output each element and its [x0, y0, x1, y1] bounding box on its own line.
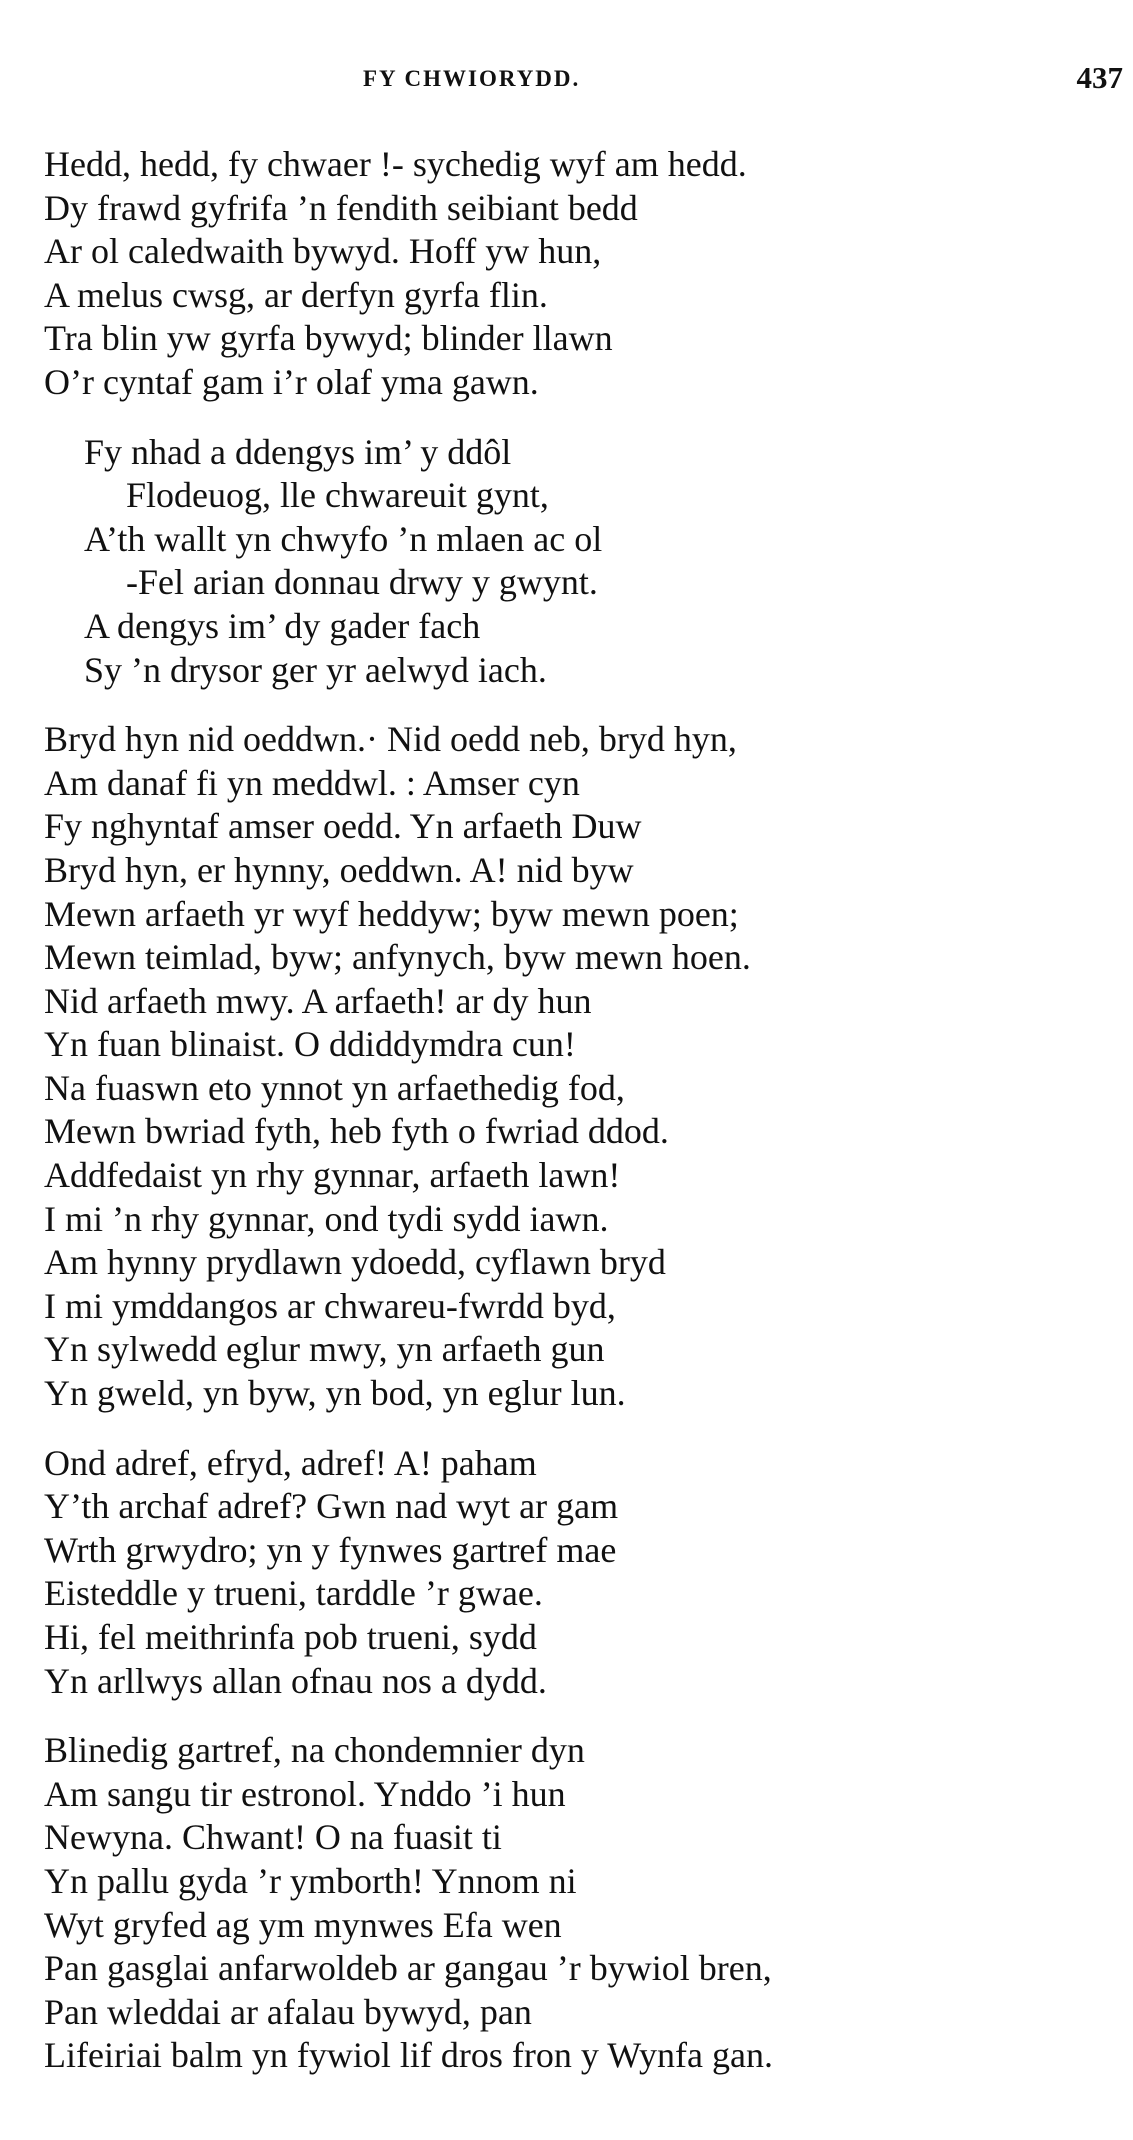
- poem-line: Hi, fel meithrinfa pob trueni, sydd: [44, 1617, 537, 1657]
- poem-line: A melus cwsg, ar derfyn gyrfa flin.: [44, 274, 548, 315]
- poem-line: Am sangu tir estronol. Ynddo ’i hun: [44, 1773, 566, 1814]
- poem-line: Flodeuog, lle chwareuit gynt,: [126, 475, 549, 516]
- poem-line: -Fel arian donnau drwy y gwynt.: [126, 562, 598, 603]
- poem-line: Fy nghyntaf amser oedd. Yn arfaeth Duw: [44, 806, 642, 847]
- poem-body: [44, 143, 1114, 2104]
- poem-line: Bryd hyn, er hynny, oeddwn. A! nid byw: [44, 849, 634, 890]
- poem-line: Pan gasglai anfarwoldeb ar gangau ’r bywiol bren,: [44, 1948, 772, 1989]
- running-head: [0, 60, 1133, 106]
- poem-line: Tra blin yw gyrfa bywyd; blinder llawn: [44, 318, 613, 359]
- poem-line: Yn arllwys allan ofnau nos a dydd.: [44, 1660, 547, 1701]
- poem-line: I mi ymddangos ar chwareu-fwrdd byd,: [44, 1285, 616, 1326]
- poem-line: Newyna. Chwant! O na fuasit ti: [44, 1817, 502, 1858]
- poem-line: Fy nhad a ddengys im’ y ddôl: [84, 431, 512, 472]
- poem-line: Ond adref, efryd, adref! A! paham: [44, 1442, 537, 1483]
- running-title: FY CHWIORYDD.: [363, 66, 581, 91]
- poem-line: Sy ’n drysor ger yr aelwyd iach.: [84, 649, 547, 690]
- poem-line: Pan wleddai ar afalau bywyd, pan: [44, 1991, 532, 2032]
- poem-line: A’th wallt yn chwyfo ’n mlaen ac ol: [84, 518, 603, 559]
- poem-line: Blinedig gartref, na chondemnier dyn: [44, 1730, 585, 1771]
- poem-line: I mi ’n rhy gynnar, ond tydi sydd iawn.: [44, 1198, 609, 1239]
- poem-line: Yn pallu gyda ’r ymborth! Ynnom ni: [44, 1860, 577, 1901]
- stanza: [44, 143, 1114, 405]
- poem-line: Am hynny prydlawn ydoedd, cyflawn bryd: [44, 1242, 666, 1283]
- poem-line: Bryd hyn nid oeddwn.· Nid oedd neb, bryd hyn,: [44, 719, 737, 760]
- stanza: [44, 718, 1114, 1416]
- poem-line: A dengys im’ dy gader fach: [84, 605, 481, 646]
- poem-line: Hedd, hedd, fy chwaer !- sychedig wyf am hedd.: [44, 144, 747, 184]
- stanza: [44, 1442, 1114, 1704]
- stanza: [44, 1729, 1114, 2078]
- poem-line: Yn sylwedd eglur mwy, yn arfaeth gun: [44, 1329, 605, 1370]
- poem-line: Addfedaist yn rhy gynnar, arfaeth lawn!: [44, 1155, 621, 1196]
- poem-line: Wyt gryfed ag ym mynwes Efa wen: [44, 1904, 562, 1945]
- poem-line: Mewn teimlad, byw; anfynych, byw mewn hoen.: [44, 937, 751, 978]
- poem-line: Yn gweld, yn byw, yn bod, yn eglur lun.: [44, 1373, 626, 1414]
- stanza: [44, 431, 1114, 693]
- poem-line: Wrth grwydro; yn y fynwes gartref mae: [44, 1529, 617, 1570]
- poem-line: Nid arfaeth mwy. A arfaeth! ar dy hun: [44, 980, 592, 1021]
- poem-line: Ar ol caledwaith bywyd. Hoff yw hun,: [44, 231, 602, 272]
- poem-line: Eisteddle y trueni, tarddle ’r gwae.: [44, 1573, 543, 1614]
- page-number: 437: [1076, 60, 1123, 95]
- poem-line: Dy frawd gyfrifa ’n fendith seibiant bedd: [44, 187, 638, 228]
- poem-line: Am danaf fi yn meddwl. : Amser cyn: [44, 762, 580, 803]
- poem-line: Na fuaswn eto ynnot yn arfaethedig fod,: [44, 1067, 625, 1108]
- poem-line: Yn fuan blinaist. O ddiddymdra cun!: [44, 1024, 576, 1065]
- poem-line: Lifeiriai balm yn fywiol lif dros fron y Wynfa gan.: [44, 2035, 773, 2076]
- poem-line: Mewn arfaeth yr wyf heddyw; byw mewn poen;: [44, 893, 739, 934]
- poem-line: Mewn bwriad fyth, heb fyth o fwriad ddod.: [44, 1111, 669, 1152]
- poem-line: Y’th archaf adref? Gwn nad wyt ar gam: [44, 1486, 619, 1527]
- poem-line: O’r cyntaf gam i’r olaf yma gawn.: [44, 361, 539, 402]
